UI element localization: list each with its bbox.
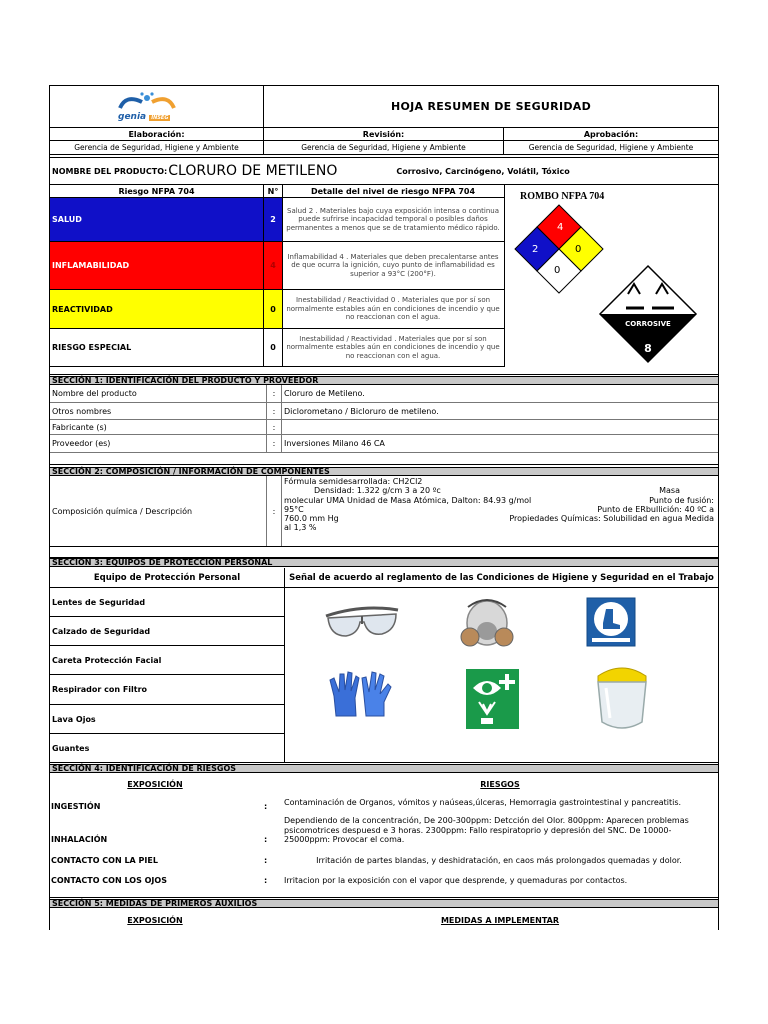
revision-label: Revisión: [362,129,405,139]
safety-boots-sign-icon [586,597,636,647]
nfpa-row-inflamabilidad: INFLAMABILIDAD [50,242,263,289]
nfpa-row-reactividad: REACTIVIDAD [50,290,263,328]
sec2-line1: Fórmula semidesarrollada: CH2Cl2 [284,477,423,486]
section-5-title: SECCIÓN 5: MEDIDAS DE PRIMEROS AUXILIOS [50,899,718,908]
sec4-mark: : [264,802,268,811]
sec1-label-fabricante: Fabricante (s) [52,422,107,432]
nfpa-value-salud: 2 [264,198,282,241]
sec2-line6: al 1,3 % [284,523,317,533]
nfpa-col-detalle: Detalle del nivel de riesgo NFPA 704 [310,186,476,196]
sec5-col-exposicion: EXPOSICIÓN [127,916,183,925]
section-3-title: SECCIÓN 3: EQUIPOS DE PROTECCIÓN PERSONAL [50,558,718,567]
ppe-item: Lava Ojos [52,714,96,724]
product-row [50,158,718,184]
sec4-label: INGESTIÓN [51,802,101,811]
sec1-value-proveedor: Inversiones Milano 46 CA [284,439,385,448]
sec4-mark: : [264,876,268,885]
sec1-label-proveedor: Proveedor (es) [52,439,111,448]
sec4-label: INHALACIÓN [51,835,108,844]
elaboracion-value: Gerencia de Seguridad, Higiene y Ambiente [74,143,239,152]
sec2-line5a: 760.0 mm Hg [284,514,339,524]
sec1-label-otros: Otros nombres [52,406,112,416]
sec2-line4a: 95°C [284,504,304,514]
sec2-label: Composición química / Descripción [52,506,193,516]
gloves-icon [326,668,396,720]
logo-text: genia [118,112,147,122]
ppe-item: Careta Protección Facial [52,655,162,665]
nfpa-col-riesgo: Riesgo NFPA 704 [118,186,195,196]
corrosive-hazard-icon [598,264,698,364]
aprobacion-value: Gerencia de Seguridad, Higiene y Ambiente [528,143,694,152]
sec4-mark: : [264,856,268,865]
sec4-col-riesgos: RIESGOS [480,780,520,789]
sheet-title: HOJA RESUMEN DE SEGURIDAD [390,100,592,113]
face-shield-icon [592,662,652,738]
sec2-composition [284,477,714,533]
sec1-colon: : [272,389,276,398]
ppe-item: Respirador con Filtro [52,685,148,694]
company-logo [112,88,182,126]
nfpa-row-salud: SALUD [50,198,263,241]
nfpa-detail-especial: Inestabilidad / Reactividad . Materiales que por sí son normalmente estables aún en condiciones de incendio y que no reaccionan con el agua. [286,334,500,360]
logo-tag: INSEG [151,115,169,121]
sec4-text-ojos: Irritacion por la exposición con el vapor que desprende, y quemaduras por contactos. [284,876,628,885]
sec1-colon: : [272,406,276,416]
sec2-line3a: molecular UMA Unidad de Masa Atómica, Dalton: 84.93 g/mol [284,495,532,505]
sec4-text-piel: Irritación de partes blandas, y deshidratación, en caos más prolongados quemadas y dolor. [316,856,682,865]
sec4-label: CONTACTO CON LOS OJOS [51,876,167,885]
sec1-value-otros: Diclorometano / Bicloruro de metileno. [284,406,439,416]
sec5-col-medidas: MEDIDAS A IMPLEMENTAR [440,916,560,925]
ppe-col-right: Señal de acuerdo al reglamento de las Condiciones de Higiene y Seguridad en el Trabajo [289,572,714,583]
diamond-bottom-value: 0 [554,265,561,276]
nfpa-detail-salud: Salud 2 . Materiales bajo cuya exposición intensa o continua puede sufrirse incapacidad temporal o posibles daños permanentes a menos que se de tratamiento médico rápido. [286,206,500,232]
nfpa-detail-inflamabilidad: Inflamabilidad 4 . Materiales que deben precalentarse antes de que ocurra la ignición, cuyo punto de inflamabilidad es superior a 93°C (200°F). [287,252,499,278]
sec4-col-exposicion: EXPOSICIÓN [127,780,183,789]
sec4-mark: : [264,835,268,844]
respirator-mask-icon [458,597,516,659]
safety-glasses-icon [322,602,402,644]
nfpa-col-n: N° [267,186,279,196]
sec1-colon: : [272,422,276,432]
nfpa-value-reactividad: 0 [264,290,282,328]
sec1-colon: : [272,439,276,448]
sec2-colon: : [272,506,276,516]
nfpa-diamond [512,203,606,297]
nfpa-detail-reactividad: Inestabilidad / Reactividad 0 . Materiales que por sí son normalmente estables aún en condiciones de incendio y que no reaccionan con el agua. [286,296,500,322]
nfpa-row-especial: RIESGO ESPECIAL [52,343,132,352]
diamond-right-value: 0 [575,244,582,255]
sec1-value-fabricante [282,420,718,434]
rombo-title: ROMBO NFPA 704 [520,191,605,202]
sec2-line2b: Masa [659,486,680,496]
sec1-label-nombre: Nombre del producto [52,389,137,398]
corrosive-label-text: CORROSIVE [625,320,671,328]
sec4-text-inhalacion: Dependiendo de la concentración, De 200-300ppm: Detcción del Olor. 800ppm: Aparecen problemas psicomotrices despuesd e 3 horas. 2300ppm: Fallo respiratoprio y depresión del SNC. De 10000-25000ppm: Provocar el coma. [284,816,689,844]
nfpa-value-inflamabilidad: 4 [264,242,282,289]
product-name: CLORURO DE METILENO [168,163,338,179]
sec4-text-ingestion: Contaminación de Organos, vómitos y naúseas,úlceras, Hemorragia gastrointestinal y pancreatitis. [284,798,682,807]
product-label: NOMBRE DEL PRODUCTO: [52,166,168,176]
revision-value: Gerencia de Seguridad, Higiene y Ambiente [301,143,466,152]
aprobacion-label: Aprobación: [583,129,639,139]
diamond-top-value: 4 [557,222,564,233]
ppe-item: Lentes de Seguridad [52,597,146,607]
section-2-title: SECCIÓN 2: COMPOSICIÓN / INFORMACIÓN DE COMPONENTES [50,467,718,476]
diamond-left-value: 2 [532,244,539,255]
sec2-line5b: Propiedades Químicas: Solubilidad en agua Medida [509,514,714,524]
section-1-title: SECCIÓN 1: IDENTIFICACIÓN DEL PRODUCTO Y PROVEEDOR [50,376,718,385]
sec1-value-nombre: Cloruro de Metileno. [284,389,365,398]
ppe-item: Calzado de Seguridad [52,626,151,636]
corrosive-class-number: 8 [644,342,652,355]
ppe-item: Guantes [52,743,90,753]
product-hazards: Corrosivo, Carcinógeno, Volátil, Tóxico [396,166,570,176]
section-4-title: SECCIÓN 4: IDENTIFICACIÓN DE RIESGOS [50,764,718,773]
elaboracion-label: Elaboración: [128,129,185,139]
nfpa-value-especial: 0 [270,343,276,352]
sec2-line4b: Punto de ERbullición: 40 ºC a [597,504,714,514]
eye-wash-sign-icon [465,668,520,730]
sec2-line2a: Densidad: 1.322 g/cm 3 a 20 ºc [314,486,441,496]
sec2-line3b: Punto de fusión: [649,495,714,505]
ppe-col-left: Equipo de Protección Personal [93,572,241,583]
sec4-label: CONTACTO CON LA PIEL [51,856,158,865]
